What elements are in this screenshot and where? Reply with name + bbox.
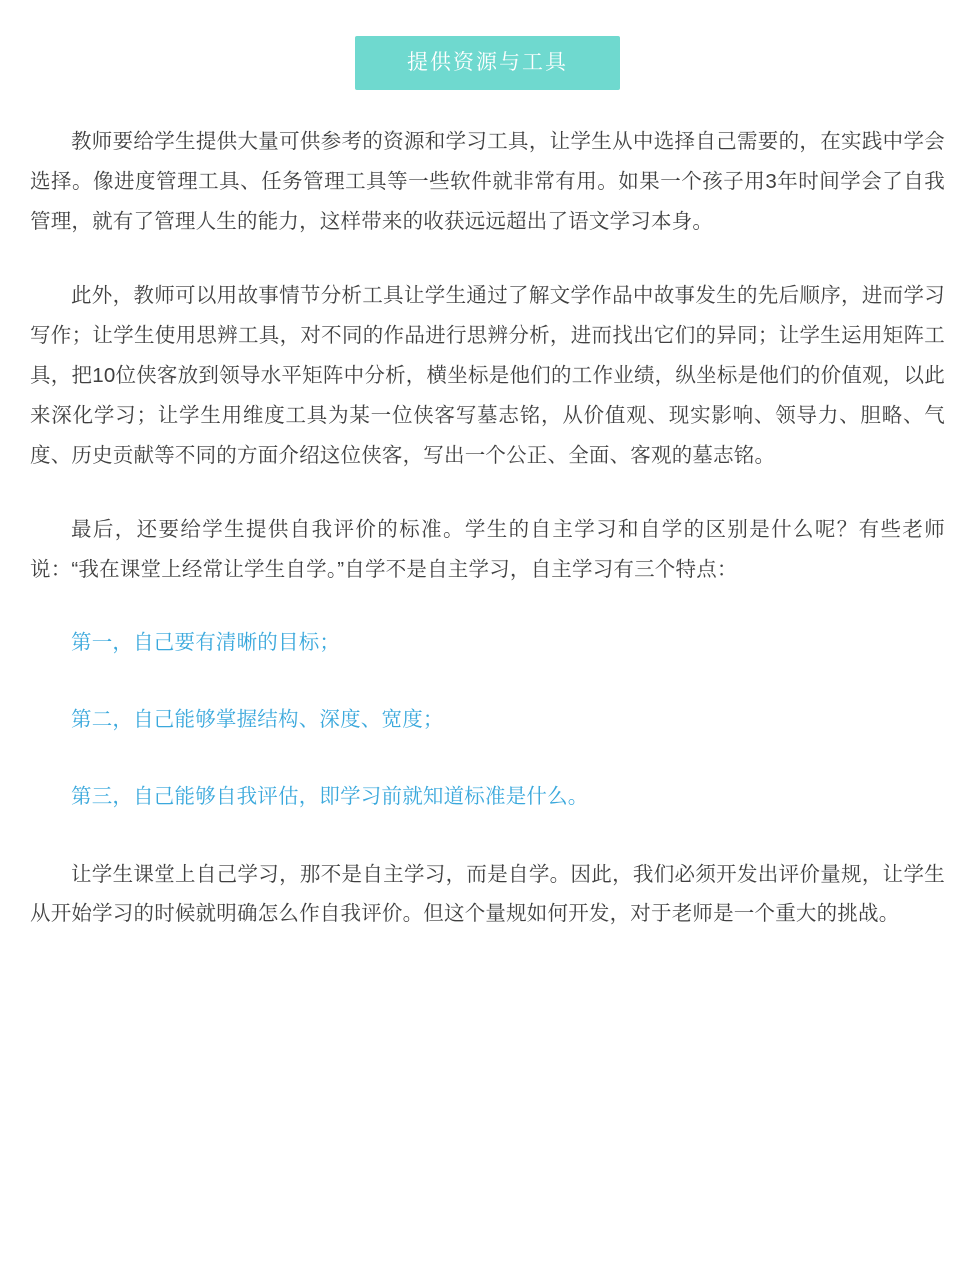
- section-header: [0, 0, 975, 100]
- paragraph-3: 最后，还要给学生提供自我评价的标准。学生的自主学习和自学的区别是什么呢？有些老师说：“我在课堂上经常让学生自学。”自学不是自主学习，自主学习有三个特点：: [30, 517, 945, 581]
- list-item-third: 第三，自己能够自我评估，即学习前就知道标准是什么。: [71, 784, 589, 808]
- paragraph-1: 教师要给学生提供大量可供参考的资源和学习工具，让学生从中选择自己需要的，在实践中学会选择。像进度管理工具、任务管理工具等一些软件就非常有用。如果一个孩子用3年时间学会了自我管理，就有了管理人生的能力，这样带来的收获远远超出了语文学习本身。: [30, 130, 945, 233]
- section-title: 提供资源与工具: [355, 36, 620, 90]
- list-item-second: 第二，自己能够掌握结构、深度、宽度；: [71, 707, 444, 731]
- paragraph-2: 此外，教师可以用故事情节分析工具让学生通过了解文学作品中故事发生的先后顺序，进而学习写作；让学生使用思辨工具，对不同的作品进行思辨分析，进而找出它们的异同；让学生运用矩阵工具，把10位侠客放到领导水平矩阵中分析，横坐标是他们的工作业绩，纵坐标是他们的价值观，以此来深化学习；让学生用维度工具为某一位侠客写墓志铭，从价值观、现实影响、领导力、胆略、气度、历史贡献等不同的方面介绍这位侠客，写出一个公正、全面、客观的墓志铭。: [30, 283, 945, 467]
- article-body: [0, 100, 975, 974]
- paragraph-closing: 让学生课堂上自己学习，那不是自主学习，而是自学。因此，我们必须开发出评价量规，让学生从开始学习的时候就明确怎么作自我评价。但这个量规如何开发，对于老师是一个重大的挑战。: [30, 862, 945, 926]
- list-item-first: 第一，自己要有清晰的目标；: [71, 630, 341, 654]
